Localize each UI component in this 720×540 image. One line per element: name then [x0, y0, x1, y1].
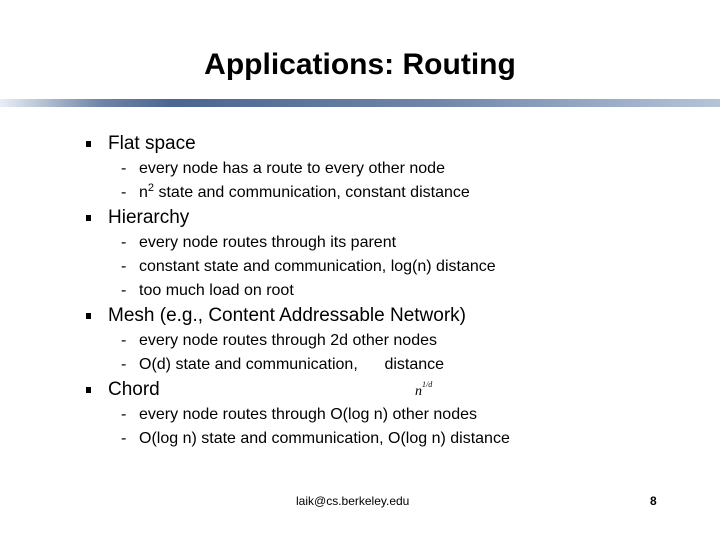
bullet-heading: Flat space: [108, 133, 196, 154]
square-bullet-icon: [86, 215, 91, 221]
sub-bullet-text: O(log n) state and communication, O(log n) distance: [139, 430, 510, 447]
dash-bullet: -: [121, 406, 127, 423]
bullet-heading: Chord: [108, 379, 160, 400]
sub-bullet-text: [139, 181, 470, 205]
slide-title: Applications: Routing: [204, 48, 516, 81]
n-squared-base: n: [139, 184, 148, 201]
bullet-heading: Hierarchy: [108, 207, 190, 228]
sub-bullet-text: too much load on root: [139, 282, 294, 299]
dash-bullet: -: [121, 282, 127, 299]
sub-bullet-text: every node has a route to every other node: [139, 160, 445, 177]
formula-exponent: 1/d: [422, 380, 433, 389]
title-divider-bar: [0, 99, 720, 107]
footer-email: laik@cs.berkeley.edu: [296, 494, 410, 508]
sub-bullet-text: every node routes through its parent: [139, 234, 397, 251]
dash-bullet: -: [121, 356, 127, 373]
sub-bullet-rest: state and communication, constant distance: [154, 184, 470, 201]
dash-bullet: -: [121, 234, 127, 251]
dash-bullet: -: [121, 332, 127, 349]
square-bullet-icon: [86, 313, 91, 319]
sub-bullet-text: O(d) state and communication, distance: [139, 356, 445, 373]
square-bullet-icon: [86, 141, 91, 147]
page-number: 8: [650, 494, 657, 508]
sub-bullet-text: every node routes through 2d other nodes: [139, 332, 437, 349]
n-squared-exponent: 2: [147, 182, 155, 194]
dash-bullet: -: [121, 160, 127, 177]
dash-bullet: -: [121, 258, 127, 275]
bullet-heading: Mesh (e.g., Content Addressable Network): [108, 305, 467, 326]
dash-bullet: -: [121, 184, 127, 201]
sub-bullet-text: every node routes through O(log n) other nodes: [139, 406, 477, 423]
dash-bullet: -: [121, 430, 127, 447]
square-bullet-icon: [86, 387, 91, 393]
formula-n-to-1-over-d: [415, 380, 433, 400]
sub-bullet-text: constant state and communication, log(n) distance: [139, 258, 496, 275]
formula-base: n: [415, 384, 422, 399]
